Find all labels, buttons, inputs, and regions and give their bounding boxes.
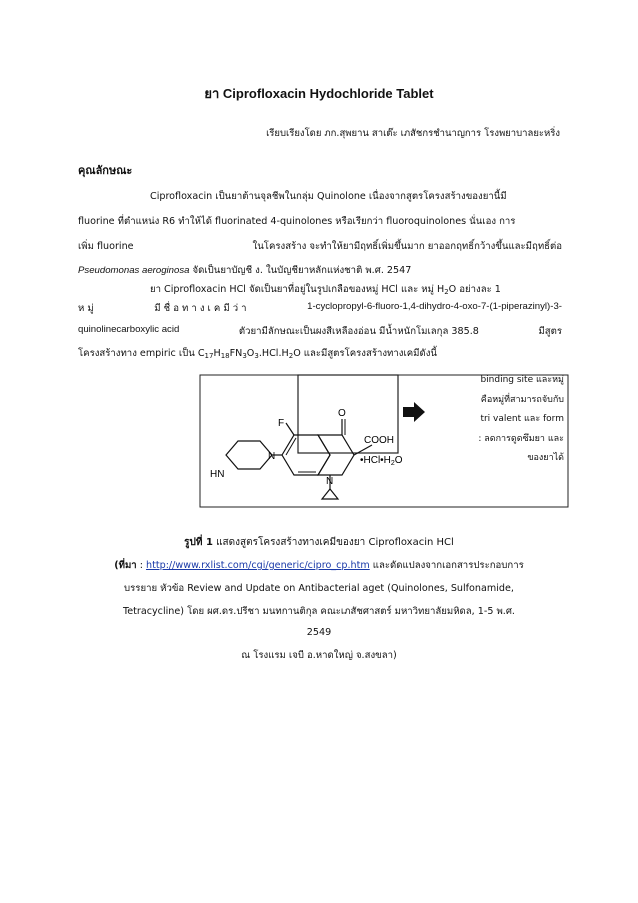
piperazine-ring bbox=[226, 441, 272, 469]
salt-label: $•HCl•H_2O$ bbox=[360, 455, 403, 467]
formula-part: H bbox=[213, 348, 221, 359]
subscript: 3 bbox=[254, 352, 259, 360]
title-english: Ciprofloxacin Hydochloride Tablet bbox=[222, 86, 434, 101]
atom-fluorine: F bbox=[278, 418, 285, 429]
para2-line3-c: มีสูตร bbox=[538, 326, 562, 337]
callout-line: คือหมู่ที่สามารถจับกับ bbox=[480, 394, 564, 405]
arrow-icon bbox=[403, 402, 425, 422]
caption-text: แสดงสูตรโครงสร้างทางเคมีของยา Ciprofloxacin HCl bbox=[216, 537, 454, 548]
para2-line2-b: มี ชื่ อ ท า ง เ ค มี ว่ า bbox=[154, 303, 247, 314]
caption-label: รูปที่ 1 bbox=[184, 537, 213, 548]
para2-line3-a: quinolinecarboxylic acid bbox=[78, 324, 180, 335]
para1-line3-b: ในโครงสร้าง จะทำให้ยามีฤทธิ์เพิ่มขึ้นมาก ยาออกฤทธิ์กว้างขึ้นและมีฤทธิ์ต่อ bbox=[252, 241, 562, 252]
formula-part: .HCl.H bbox=[258, 348, 289, 359]
formula-part: O และมีสูตรโครงสร้างทางเคมีดังนี้ bbox=[293, 348, 437, 359]
callout-line: ของยาได้ bbox=[527, 453, 564, 463]
subscript: 3 bbox=[242, 352, 247, 360]
para2-line1-b: O อย่างละ 1 bbox=[448, 284, 501, 295]
benzene-ring bbox=[282, 435, 330, 475]
source-line3: Tetracycline) โดย ผศ.ดร.ปรีชา มนทกานติกุล คณะเภสัชศาสตร์ มหาวิทยาลัยมหิดล, 1-5 พ.ศ. bbox=[123, 606, 515, 617]
source-line4: 2549 bbox=[306, 627, 332, 638]
source-line5: ณ โรงแรม เจบี อ.หาดใหญ่ จ.สงขลา) bbox=[241, 650, 397, 661]
source-link[interactable]: http://www.rxlist.com/cgi/generic/cipro_cp.htm bbox=[146, 560, 370, 571]
page-title bbox=[0, 83, 638, 104]
source-line2: บรรยาย หัวข้อ Review and Update on Antibacterial aget (Quinolones, Sulfonamide, bbox=[124, 583, 514, 594]
source-line1 bbox=[0, 558, 638, 573]
author-line: เรียบเรียงโดย ภก.สุพยาน สาเต๊ะ เภสัชกรชำนาญการ โรงพยาบาลยะหริ่ง bbox=[266, 128, 560, 139]
para2-line1 bbox=[78, 282, 562, 297]
para2-line3-b: ตัวยามีลักษณะเป็นผงสีเหลืองอ่อน มีน้ำหนักโมเลกุล 385.8 bbox=[238, 326, 479, 337]
title-thai: ยา bbox=[204, 87, 220, 102]
subscript: 2 bbox=[444, 288, 449, 296]
figure-caption bbox=[0, 535, 638, 550]
para1-line4-b: จัดเป็นยาบัญชี ง. ในบัญชียาหลักแห่งชาติ พ.ศ. 2547 bbox=[192, 265, 412, 276]
para1-line3-a: เพิ่ม fluorine bbox=[78, 241, 134, 252]
para2-line1-a: ยา Ciprofloxacin HCl จัดเป็นยาที่อยู่ในรูปเกลือของหมู่ HCl และ หมู่ H bbox=[150, 284, 445, 295]
carboxyl-group: COOH bbox=[364, 435, 394, 446]
para2-line2-a: ห มู่ bbox=[78, 303, 94, 314]
para1-line3 bbox=[78, 239, 562, 254]
binding-site-callout bbox=[430, 371, 570, 509]
callout-line: binding site และหมู่ bbox=[480, 375, 564, 385]
subscript: 2 bbox=[288, 352, 294, 360]
atom-oxygen: O bbox=[338, 408, 346, 419]
source-line1-rest: และดัดแปลงจากเอกสารประกอบการ bbox=[369, 560, 524, 571]
atom-hn: HN bbox=[210, 469, 225, 480]
callout-line: tri valent และ form bbox=[480, 414, 564, 424]
cyclopropyl-ring bbox=[322, 489, 338, 499]
callout-line: : ลดการดูดซึมยา และ bbox=[478, 433, 564, 444]
formula-part: FN bbox=[229, 348, 243, 359]
atom-nitrogen-quinolone: N bbox=[326, 476, 334, 487]
fluorine-bond bbox=[286, 423, 294, 435]
pyridone-ring bbox=[318, 435, 354, 475]
source-label: (ที่มา bbox=[114, 560, 137, 571]
formula-part: โครงสร้างทาง empiric เป็น C bbox=[78, 348, 205, 359]
para2-line3 bbox=[78, 324, 562, 339]
para1-line4 bbox=[78, 263, 562, 278]
formula-part: O bbox=[246, 348, 255, 359]
chemical-name: 1-cyclopropyl-6-fluoro-1,4-dihydro-4-oxo-7-(1-piperazinyl)-3- bbox=[307, 301, 562, 312]
para2-line2 bbox=[78, 301, 562, 316]
chemical-structure-figure bbox=[182, 371, 570, 509]
subscript: 18 bbox=[220, 352, 230, 360]
subscript: 17 bbox=[204, 352, 214, 360]
source-colon: : bbox=[136, 560, 146, 571]
para2-line4-empiric-formula bbox=[78, 346, 562, 361]
pseudomonas-species: Pseudomonas aeroginosa bbox=[78, 265, 190, 276]
section-heading: คุณลักษณะ bbox=[78, 164, 133, 177]
atom-nitrogen-piperazine: N bbox=[268, 451, 276, 462]
para1-line1: Ciprofloxacin เป็นยาต้านจุลชีพในกลุ่ม Quinolone เนื่องจากสูตรโครงสร้างของยานี้มี bbox=[150, 191, 507, 202]
para1-line2: fluorine ที่ตำแหน่ง R6 ทำให้ได้ fluorinated 4-quinolones หรือเรียกว่า fluoroquinolones นั่นเอง การ bbox=[78, 216, 516, 227]
